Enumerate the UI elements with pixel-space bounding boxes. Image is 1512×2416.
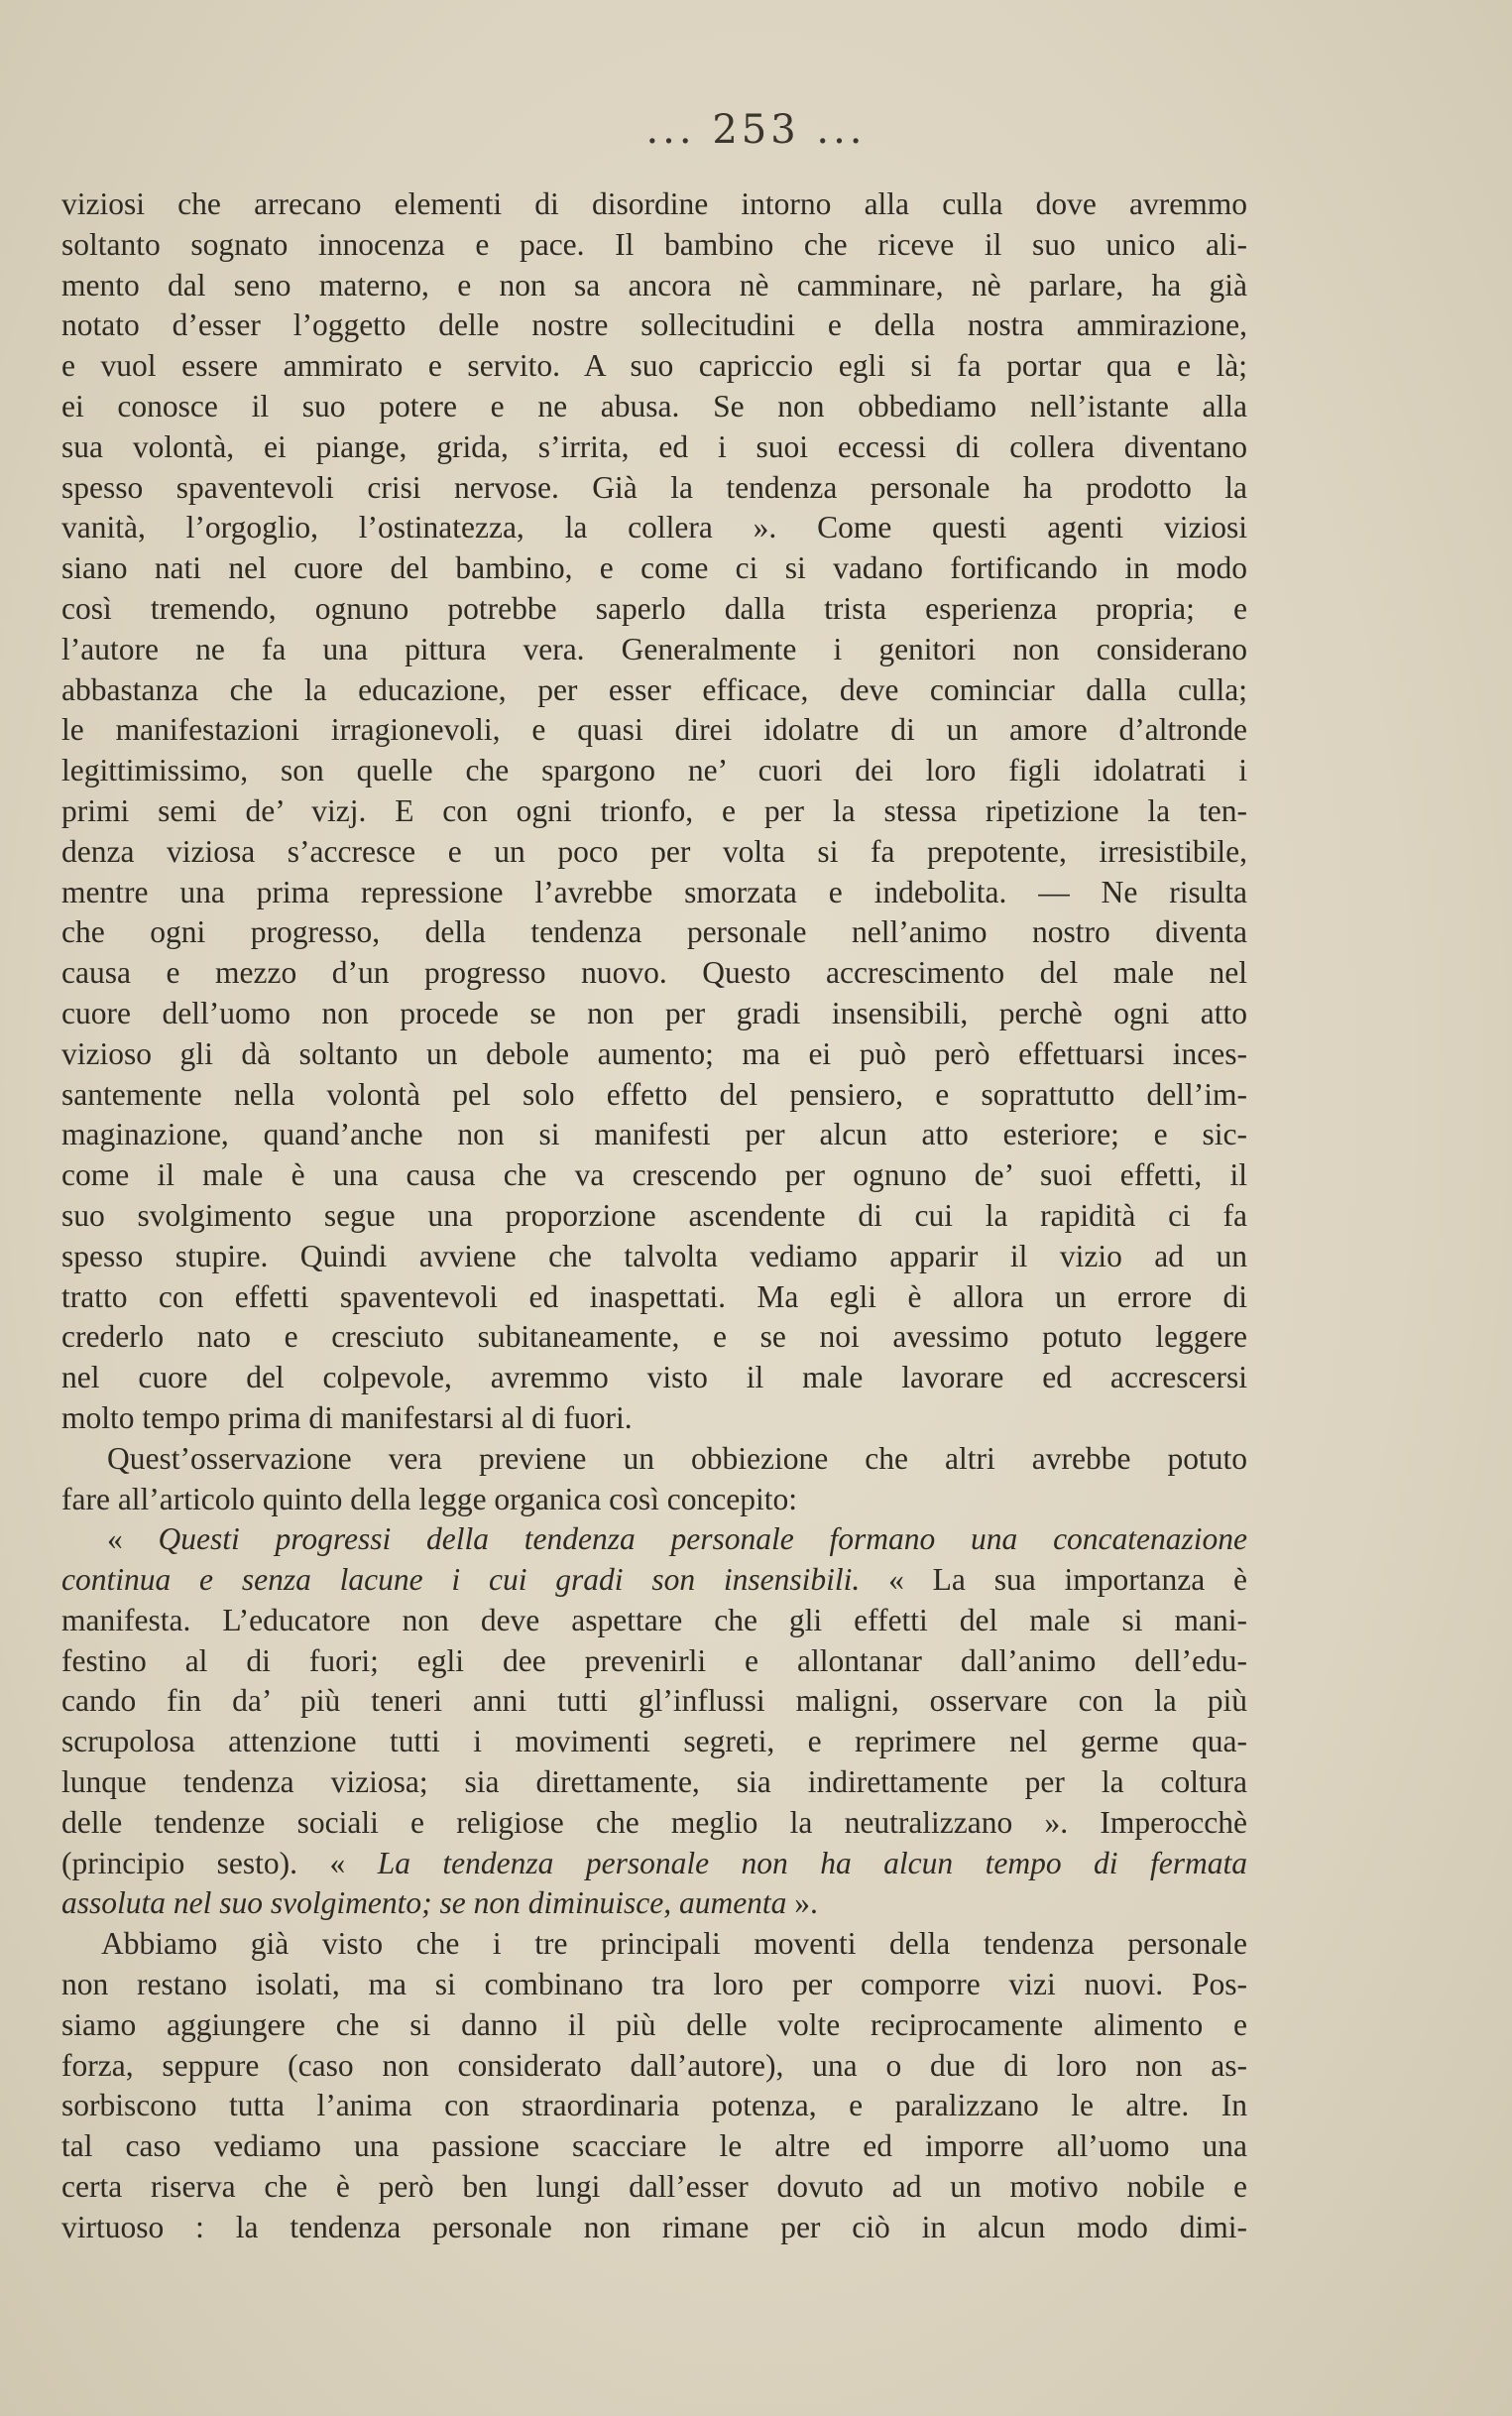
italic-quote: Questi progressi della tendenza personale formano una concatenazione	[158, 1521, 1247, 1557]
text-line: delle tendenze sociali e religiose che meglio la neutralizzano ». Imperocchè	[61, 1804, 1247, 1840]
page-number: ... 253 ...	[645, 107, 867, 153]
text-line: siamo aggiungere che si danno il più delle volte reciprocamente alimento e	[61, 2006, 1247, 2042]
text-line: virtuoso : la tendenza personale non rimane per ciò in alcun modo dimi-	[61, 2209, 1247, 2244]
text-line: mento dal seno materno, e non sa ancora nè camminare, nè parlare, ha già	[61, 267, 1247, 302]
text-line: primi semi de’ vizj. E con ogni trionfo, e per la stessa ripetizione la ten-	[61, 792, 1247, 828]
text-line: festino al di fuori; egli dee prevenirli e allontanar dall’animo dell’edu-	[61, 1642, 1247, 1678]
text-line: sorbiscono tutta l’anima con straordinaria potenza, e paralizzano le altre. In	[61, 2088, 1247, 2123]
text-line: scrupolosa attenzione tutti i movimenti segreti, e reprimere nel germe qua-	[61, 1724, 1247, 1759]
text-line: spesso stupire. Quindi avviene che talvolta vediamo apparir il vizio ad un	[61, 1238, 1247, 1273]
text-line: non restano isolati, ma si combinano tra loro per comporre vizi nuovi. Pos-	[61, 1967, 1247, 2002]
text-line: tratto con effetti spaventevoli ed inaspettati. Ma egli è allora un errore di	[61, 1278, 1247, 1314]
text-line: maginazione, quand’anche non si manifesti per alcun atto esteriore; e sic-	[61, 1117, 1247, 1152]
text-line: tal caso vediamo una passione scacciare le altre ed imporre all’uomo una	[61, 2128, 1247, 2164]
text-line	[61, 1883, 1247, 1924]
text-line: l’autore ne fa una pittura vera. Generalmente i genitori non considerano	[61, 631, 1247, 666]
italic-quote: assoluta nel suo svolgimento; se non diminuisce, aumenta	[61, 1885, 787, 1921]
italic-quote: La tendenza personale non ha alcun tempo di fermata	[377, 1845, 1247, 1880]
text-line: le manifestazioni irragionevoli, e quasi direi idolatre di un amore d’altronde	[61, 712, 1247, 748]
text-line: lunque tendenza viziosa; sia direttamente, sia indirettamente per la coltura	[61, 1764, 1247, 1800]
text-line: vanità, l’orgoglio, l’ostinatezza, la collera ». Come questi agenti viziosi	[61, 510, 1247, 545]
text-line: viziosi che arrecano elementi di disordine intorno alla culla dove avremmo	[61, 186, 1247, 221]
text-line: suo svolgimento segue una proporzione ascendente di cui la rapidità ci fa	[61, 1197, 1247, 1233]
text-line: Abbiamo già visto che i tre principali moventi della tendenza personale	[101, 1926, 1247, 1962]
text-line: molto tempo prima di manifestarsi al di fuori.	[61, 1399, 633, 1435]
italic-quote: continua e senza lacune i cui gradi son insensibili.	[61, 1562, 861, 1598]
text-line: siano nati nel cuore del bambino, e come ci si vadano fortificando in modo	[61, 550, 1247, 586]
text-line: fare all’articolo quinto della legge organica così concepito:	[61, 1481, 797, 1516]
text-line: causa e mezzo d’un progresso nuovo. Questo accrescimento del male nel	[61, 955, 1247, 991]
text-line: santemente nella volontà pel solo effetto del pensiero, e soprattutto dell’im-	[61, 1076, 1247, 1112]
text-line: come il male è una causa che va crescendo per ognuno de’ suoi effetti, il	[61, 1157, 1247, 1193]
text-line: cuore dell’uomo non procede se non per gradi insensibili, perchè ogni atto	[61, 995, 1247, 1030]
text-line: soltanto sognato innocenza e pace. Il bambino che riceve il suo unico ali-	[61, 226, 1247, 262]
text-line: cando fin da’ più teneri anni tutti gl’influssi maligni, osservare con la più	[61, 1683, 1247, 1719]
text-line	[61, 1560, 1247, 1601]
text-line	[61, 1844, 1247, 1884]
text-segment: (principio sesto). «	[61, 1845, 378, 1880]
text-line: manifesta. L’educatore non deve aspettare che gli effetti del male si mani-	[61, 1602, 1247, 1637]
text-segment: ».	[786, 1885, 818, 1921]
text-line: crederlo nato e cresciuto subitaneamente, e se noi avessimo potuto leggere	[61, 1319, 1247, 1355]
text-line: legittimissimo, son quelle che spargono ne’ cuori dei loro figli idolatrati i	[61, 753, 1247, 788]
text-line: forza, seppure (caso non considerato dall’autore), una o due di loro non as-	[61, 2047, 1247, 2083]
text-line: così tremendo, ognuno potrebbe saperlo dalla trista esperienza propria; e	[61, 590, 1247, 626]
text-line: che ogni progresso, della tendenza personale nell’animo nostro diventa	[61, 914, 1247, 950]
text-line: notato d’esser l’oggetto delle nostre sollecitudini e della nostra ammirazione,	[61, 307, 1247, 343]
text-line: vizioso gli dà soltanto un debole aumento; ma ei può però effettuarsi inces-	[61, 1035, 1247, 1071]
text-line: denza viziosa s’accresce e un poco per volta si fa prepotente, irresistibile,	[61, 833, 1247, 869]
text-line: Quest’osservazione vera previene un obbiezione che altri avrebbe potuto	[107, 1440, 1247, 1476]
text-line: ei conosce il suo potere e ne abusa. Se non obbediamo nell’istante alla	[61, 388, 1247, 423]
text-line: certa riserva che è però ben lungi dall’esser dovuto ad un motivo nobile e	[61, 2169, 1247, 2205]
text-line: mentre una prima repressione l’avrebbe smorzata e indebolita. — Ne risulta	[61, 874, 1247, 909]
text-line	[61, 1519, 1247, 1560]
text-line: nel cuore del colpevole, avremmo visto il male lavorare ed accrescersi	[61, 1360, 1247, 1395]
text-segment: «	[107, 1521, 159, 1557]
text-line: e vuol essere ammirato e servito. A suo capriccio egli si fa portar qua e là;	[61, 348, 1247, 384]
text-line: abbastanza che la educazione, per esser efficace, deve cominciar dalla culla;	[61, 671, 1247, 707]
text-line: spesso spaventevoli crisi nervose. Già la tendenza personale ha prodotto la	[61, 469, 1247, 505]
text-segment: « La sua importanza è	[860, 1562, 1247, 1598]
text-line: sua volontà, ei piange, grida, s’irrita, ed i suoi eccessi di collera diventano	[61, 428, 1247, 464]
body-text	[61, 184, 1247, 2248]
